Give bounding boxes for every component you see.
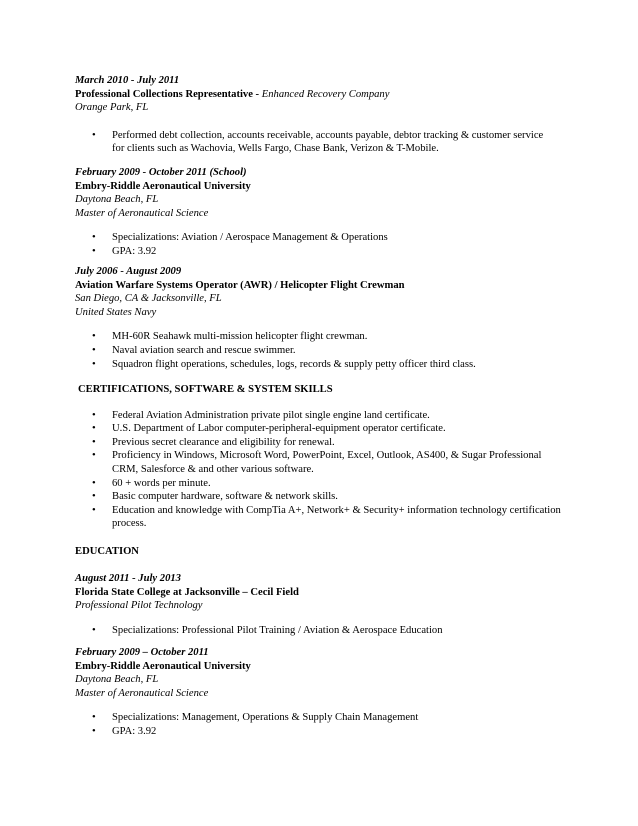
school-date: August 2011 - July 2013	[75, 573, 181, 584]
list-item: • Proficiency in Windows, Microsoft Word, PowerPoint, Excel, Outlook, AS400, & Sugar Professional CRM, Salesforce & and other various software.	[75, 449, 565, 476]
school-erau-1	[75, 166, 575, 259]
school-program: Professional Pilot Technology	[75, 600, 203, 612]
job-bullets	[75, 129, 545, 156]
school-name: Florida State College at Jacksonville – Cecil Field	[75, 586, 299, 598]
school-date: February 2009 - October 2011 (School)	[75, 167, 247, 178]
school-bullets	[75, 624, 575, 638]
list-item: • Education and knowledge with CompTia A+, Network+ & Security+ information technology certification process.	[75, 504, 565, 531]
school-date: February 2009 – October 2011	[75, 647, 209, 658]
school-bullets	[75, 231, 575, 258]
job-location: Orange Park, FL	[75, 102, 149, 114]
school-bullets	[75, 711, 575, 738]
job-location: San Diego, CA & Jacksonville, FL	[75, 293, 222, 305]
school-name: Embry-Riddle Aeronautical University	[75, 660, 251, 672]
list-item: • 60 + words per minute.	[75, 477, 565, 491]
job-collections	[75, 74, 575, 156]
education-section	[75, 545, 575, 559]
school-erau-2	[75, 646, 575, 739]
list-item: • Specializations: Aviation / Aerospace Management & Operations	[75, 231, 575, 245]
list-item: • Specializations: Management, Operations & Supply Chain Management	[75, 711, 575, 725]
school-degree: Master of Aeronautical Science	[75, 687, 209, 699]
school-location: Daytona Beach, FL	[75, 194, 159, 206]
job-employer: United States Navy	[75, 306, 157, 318]
job-navy	[75, 265, 575, 371]
school-location: Daytona Beach, FL	[75, 674, 159, 686]
job-title: Aviation Warfare Systems Operator (AWR) / Helicopter Flight Crewman	[75, 279, 405, 291]
list-item: • Squadron flight operations, schedules, logs, records & supply petty officer third class.	[75, 358, 575, 372]
list-item: • MH-60R Seahawk multi-mission helicopter flight crewman.	[75, 330, 575, 344]
section-heading: CERTIFICATIONS, SOFTWARE & SYSTEM SKILLS	[78, 384, 333, 395]
job-bullets	[75, 330, 575, 371]
job-title-text: Professional Collections Representative -	[75, 88, 260, 100]
certifications-section	[75, 383, 575, 531]
list-item: • GPA: 3.92	[75, 245, 575, 259]
school-name: Embry-Riddle Aeronautical University	[75, 180, 251, 192]
school-fscj	[75, 572, 575, 637]
list-item: • GPA: 3.92	[75, 725, 575, 739]
job-title	[75, 88, 575, 102]
job-date: July 2006 - August 2009	[75, 266, 182, 277]
job-date: March 2010 - July 2011	[75, 75, 180, 86]
job-employer: Enhanced Recovery Company	[261, 88, 390, 100]
certifications-bullets	[75, 409, 565, 531]
section-heading: EDUCATION	[75, 546, 139, 557]
list-item: • U.S. Department of Labor computer-peripheral-equipment operator certificate.	[75, 422, 565, 436]
list-item: • Previous secret clearance and eligibility for renewal.	[75, 436, 565, 450]
list-item: • Naval aviation search and rescue swimmer.	[75, 344, 575, 358]
school-degree: Master of Aeronautical Science	[75, 207, 209, 219]
list-item: • Basic computer hardware, software & network skills.	[75, 490, 565, 504]
list-item: • Federal Aviation Administration private pilot single engine land certificate.	[75, 409, 565, 423]
list-item: • Performed debt collection, accounts receivable, accounts payable, debtor tracking & customer service for clients such as Wachovia, Wells Fargo, Chase Bank, Verizon & T-Mobile.	[75, 129, 545, 156]
list-item: • Specializations: Professional Pilot Training / Aviation & Aerospace Education	[75, 624, 575, 638]
